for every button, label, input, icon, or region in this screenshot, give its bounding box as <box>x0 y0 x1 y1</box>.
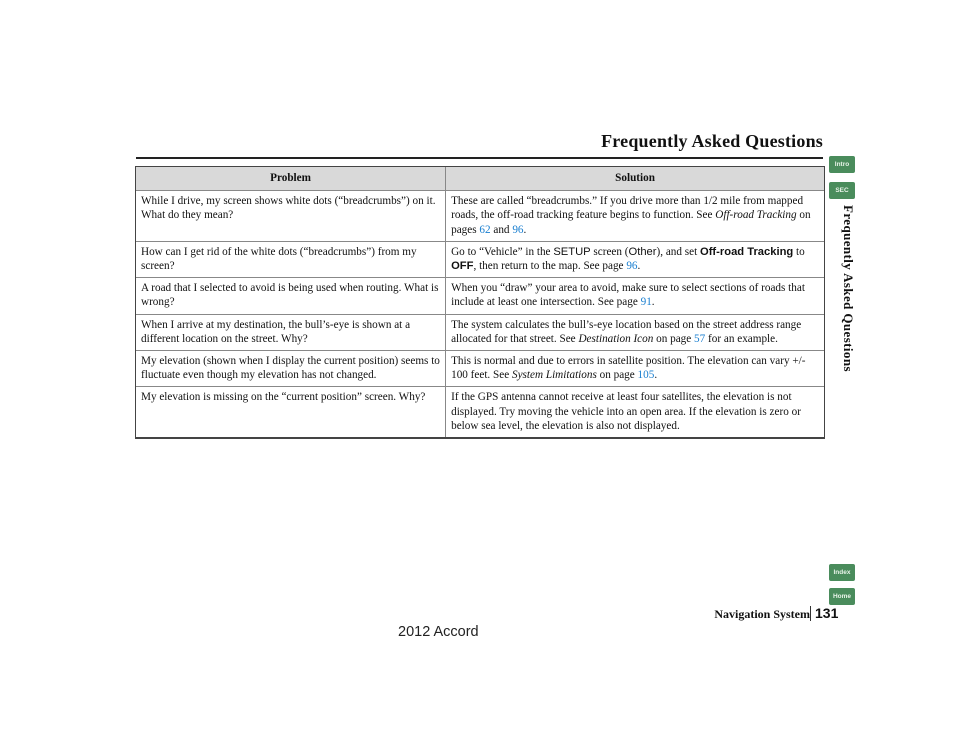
solution-cell <box>446 314 824 350</box>
solution-cell <box>446 191 824 242</box>
solution-text: screen ( <box>590 245 629 258</box>
table-row <box>136 191 824 242</box>
solution-cell <box>446 351 824 387</box>
table-row <box>136 278 824 314</box>
page-link[interactable]: 57 <box>694 332 706 345</box>
problem-cell: How can I get rid of the white dots (“breadcrumbs”) from my screen? <box>136 241 446 277</box>
solution-text: on page <box>596 369 638 382</box>
sec-tab[interactable]: SEC <box>829 182 855 199</box>
section-side-label: Frequently Asked Questions <box>841 205 856 372</box>
solution-cell <box>446 241 824 277</box>
solution-text: . <box>523 223 527 236</box>
faq-table <box>136 167 824 438</box>
ui-term: Other <box>628 245 657 258</box>
solution-text: . <box>654 369 658 382</box>
solution-text: The system calculates the bull’s-eye location based on the street address range allocated for that street. See <box>451 318 802 345</box>
table-row <box>136 241 824 277</box>
column-header-solution: Solution <box>446 167 824 191</box>
intro-tab[interactable]: Intro <box>829 156 855 173</box>
solution-cell <box>446 278 824 314</box>
solution-text: If the GPS antenna cannot receive at least four satellites, the elevation is not displayed. Try moving the vehicle into an open area. If the elevation is zero or below sea level, the elevation is also not displayed. <box>451 391 801 432</box>
solution-text: . <box>637 260 641 273</box>
reference-title: System Limitations <box>511 369 597 382</box>
solution-text: Go to “Vehicle” in the <box>451 245 554 258</box>
ui-term-bold: Off-road Tracking <box>700 245 794 258</box>
index-tab[interactable]: Index <box>829 564 855 581</box>
home-tab[interactable]: Home <box>829 588 855 605</box>
solution-text: ), and set <box>656 245 700 258</box>
solution-text: to <box>793 245 805 258</box>
page-title: Frequently Asked Questions <box>601 131 823 151</box>
page-link[interactable]: 105 <box>637 369 655 382</box>
page-link[interactable]: 96 <box>626 260 638 273</box>
footer-divider <box>810 606 811 621</box>
problem-cell: While I drive, my screen shows white dots (“breadcrumbs”) on it. What do they mean? <box>136 191 446 242</box>
solution-text: and <box>490 223 513 236</box>
reference-title: Destination Icon <box>578 332 654 345</box>
page-link[interactable]: 96 <box>512 223 524 236</box>
solution-text: , then return to the map. See page <box>473 260 627 273</box>
solution-text: This is normal and due to errors in satellite position. The elevation can vary +/- 100 feet. See <box>451 355 806 382</box>
page-link[interactable]: 62 <box>479 223 491 236</box>
problem-cell: My elevation is missing on the “current position” screen. Why? <box>136 387 446 438</box>
table-row <box>136 351 824 387</box>
problem-cell: When I arrive at my destination, the bull’s-eye is shown at a different location on the street. Why? <box>136 314 446 350</box>
solution-text: on page <box>653 332 695 345</box>
solution-text: These are called “breadcrumbs.” If you drive more than 1/2 mile from mapped roads, the off-road tracking feature begins to function. See <box>451 195 804 222</box>
solution-text: . <box>651 296 655 309</box>
solution-text: When you “draw” your area to avoid, make sure to select sections of roads that include at least one intersection. See page <box>451 282 805 309</box>
solution-text: for an example. <box>705 332 778 345</box>
table-header-row <box>136 167 824 191</box>
title-rule <box>136 157 823 159</box>
ui-term: SETUP <box>553 245 591 258</box>
model-watermark: 2012 Accord <box>398 624 479 640</box>
page-number: 131 <box>815 605 839 621</box>
problem-cell: A road that I selected to avoid is being used when routing. What is wrong? <box>136 278 446 314</box>
table-row <box>136 387 824 438</box>
problem-cell: My elevation (shown when I display the current position) seems to fluctuate even though my elevation has not changed. <box>136 351 446 387</box>
page-link[interactable]: 91 <box>640 296 652 309</box>
reference-title: Off-road Tracking <box>715 209 797 222</box>
footer-nav-label: Navigation System <box>714 607 810 621</box>
table-row <box>136 314 824 350</box>
solution-cell <box>446 387 824 438</box>
ui-term-bold: OFF <box>451 260 474 273</box>
solution-text: on pages <box>451 209 811 236</box>
column-header-problem: Problem <box>136 167 446 191</box>
